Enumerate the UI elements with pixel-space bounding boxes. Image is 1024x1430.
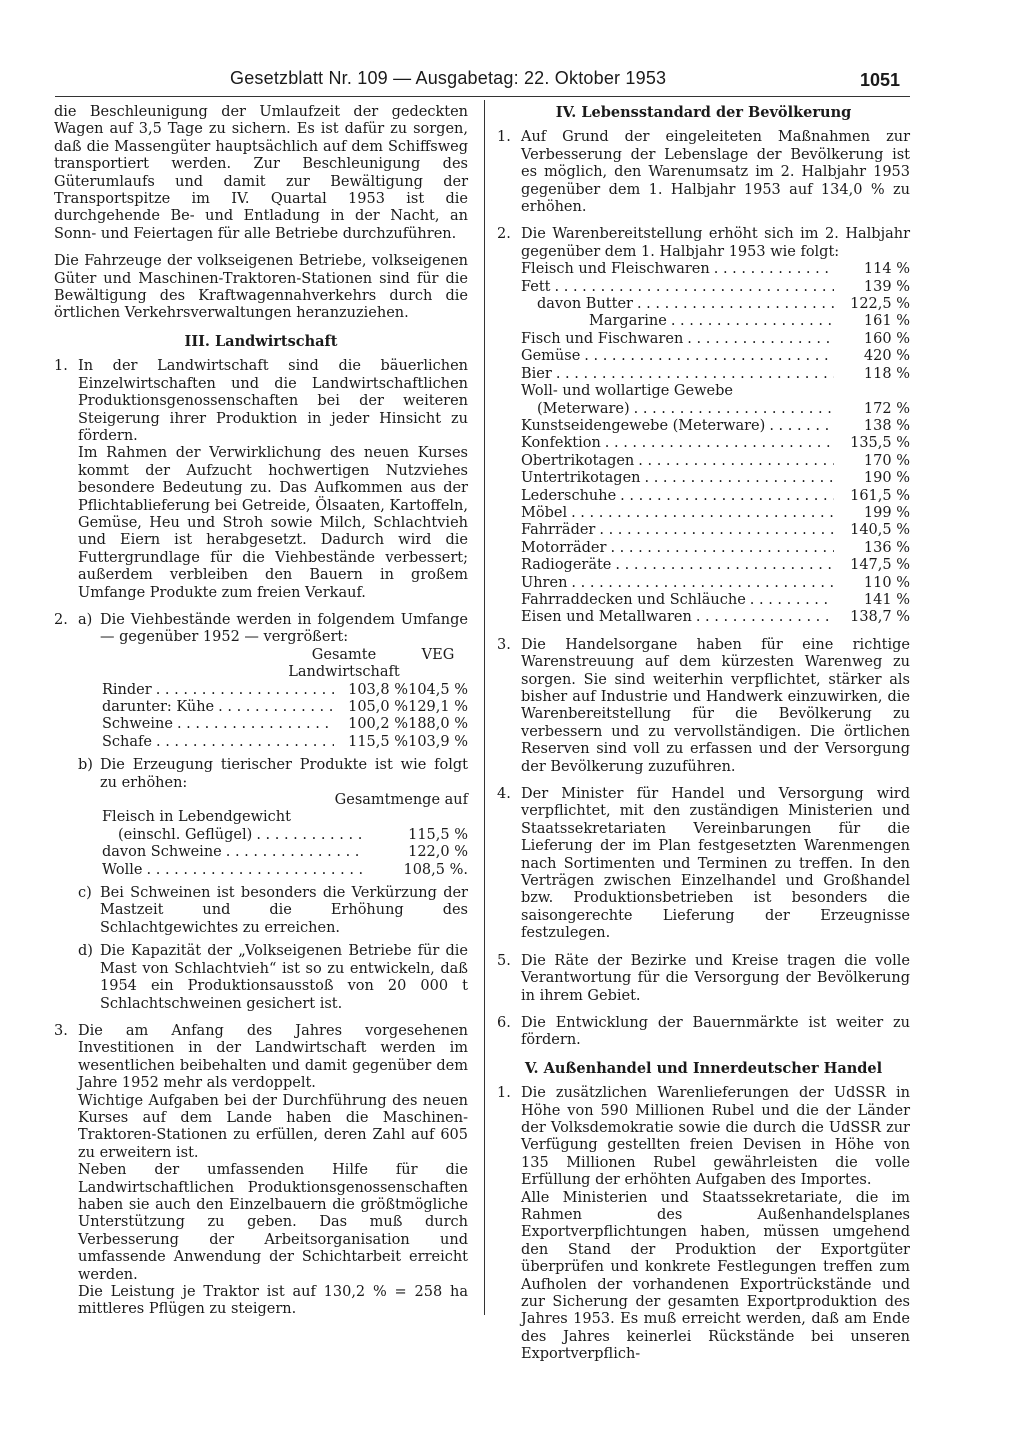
paragraph: Die am Anfang des Jahres vorgesehenen Investitionen in der Landwirtschaft werden im wesentlichen beibehalten und damit gegenüber dem Jahre 1952 mehr als verdoppelt. (78, 1022, 468, 1092)
table-cell-value: 190 % (863, 470, 910, 487)
page-number: 1051 (860, 70, 901, 90)
leader-dots (671, 313, 834, 330)
table-cell-value: 118 % (863, 365, 910, 382)
item-number: 3. (497, 636, 511, 653)
table-row (102, 827, 468, 844)
leader-dots (599, 522, 834, 539)
leader-dots (571, 575, 834, 592)
leader-dots (637, 296, 834, 313)
table-cell-label: Lederschuhe (521, 487, 617, 504)
table-cell-value: 161,5 % (850, 487, 910, 504)
table-cell-label: Rinder (102, 681, 152, 698)
table-cell-label: Fett (521, 278, 551, 295)
list-item (54, 358, 468, 612)
table-cell-value: 199 % (863, 504, 910, 521)
leader-dots (555, 279, 834, 296)
table-cell-value: 172 % (863, 400, 910, 417)
table-row (521, 522, 910, 539)
table-cell-value: 108,5 %. (403, 861, 468, 878)
table-cell-value: 138 % (863, 417, 910, 434)
right-column (497, 104, 910, 1364)
leader-dots (769, 418, 834, 435)
list-item (54, 943, 468, 1023)
table-cell-label: Margarine (589, 313, 667, 330)
table-cell-value: 105,0 % (348, 699, 408, 715)
table-cell-value: 122,5 % (850, 296, 910, 313)
leader-dots (156, 682, 334, 699)
paragraph: Neben der umfassenden Hilfe für die Landwirtschaftlichen Produktionsgenossenschaften haben sie auch den Einzelbauern die größtmögliche Unterstützung zu geben. Das muß durch Verbesserung der Arbeitsorganisation und umfassende Anwendung der Schichtarbeit erreicht werden. (78, 1162, 468, 1283)
livestock-table (54, 647, 468, 751)
table-cell-label: Wolle (102, 861, 143, 878)
sub-label: a) (78, 611, 93, 628)
table-cell-value: 188,0 % (408, 716, 468, 733)
leader-dots (610, 540, 834, 557)
header-rule (55, 96, 910, 97)
table-row (521, 575, 910, 592)
leader-dots (584, 348, 834, 365)
table-cell-value: 141 % (863, 591, 910, 608)
table-row (521, 557, 910, 574)
table-cell-value: 110 % (863, 574, 910, 591)
table-row (521, 453, 910, 470)
table-row (521, 540, 910, 557)
table-cell-value: 135,5 % (850, 435, 910, 452)
table-cell-value: 138,7 % (850, 609, 910, 626)
table-cell-label: Kunstseidengewebe (Meterware) (521, 417, 766, 434)
table-header: VEG (421, 646, 455, 663)
table-row (521, 592, 910, 609)
table-cell-label: Uhren (521, 574, 568, 591)
paragraph: Der Minister für Handel und Versorgung wird verpflichtet, mit den zuständigen Ministerien und Staatssekretariaten Vereinbarungen für die Lieferung der im Plan festgesetzten Warenmengen nach Sortimenten und Terminen zu treffen. In den Verträgen zwischen Einzelhandel und Großhandel bzw. Produktionsbetrieben ist besonders die saisongerechte Lieferung der Erzeugnisse festzulegen. (521, 786, 910, 942)
leader-dots (256, 827, 364, 844)
leader-dots (696, 609, 834, 626)
table-row (102, 699, 468, 716)
list-item (54, 1023, 468, 1319)
section-heading: III. Landwirtschaft (184, 332, 338, 350)
table-cell-label: (Meterware) (537, 400, 630, 417)
table-cell-value: 129,1 % (408, 699, 468, 715)
leader-dots (714, 261, 834, 278)
table-cell-label: (einschl. Geflügel) (118, 826, 253, 843)
section-heading: IV. Lebensstandard der Bevölkerung (555, 104, 852, 121)
left-column (54, 104, 468, 1319)
list-item (497, 637, 910, 776)
table-cell-label: davon Schweine (102, 844, 222, 861)
table-row (521, 261, 910, 278)
table-row (102, 862, 468, 879)
paragraph: Die Warenbereitstellung erhöht sich im 2. Halbjahr gegenüber dem 1. Halbjahr 1953 wie folgt: (521, 226, 910, 260)
list-item (54, 612, 468, 647)
table-cell-value: 115,5 % (348, 733, 408, 750)
table-row (102, 716, 468, 733)
table-cell-value: 140,5 % (850, 522, 910, 539)
sub-label: b) (78, 757, 93, 774)
paragraph: Die Handelsorgane haben für eine richtige Warenstreuung auf dem kürzesten Warenweg zu sorgen. Sie sind weiterhin verpflichtet, stärker als bisher auf Industrie und Handwerk einzuwirken, die Warenbereitstellung für die Bevölkerung zu verbessern und zu vervollständigen. Die örtlichen Reserven sind voll zu erfassen und der Versorgung der Bevölkerung zuzuführen. (521, 636, 910, 775)
table-cell-value: 122,0 % (408, 844, 468, 861)
list-item (54, 757, 468, 792)
leader-dots (226, 844, 364, 861)
table-cell-label: Konfektion (521, 435, 601, 452)
table-cell-label: Fahrraddecken und Schläuche (521, 591, 746, 608)
column-divider (484, 100, 485, 1315)
table-cell-value: 160 % (863, 330, 910, 347)
leader-dots (620, 488, 834, 505)
item-number: 1. (497, 129, 511, 146)
list-item (497, 226, 910, 261)
paragraph: In der Landwirtschaft sind die bäuerlichen Einzelwirtschaften und die Landwirtschaftlichen Produktionsgenossenschaften bei der weiteren Steigerung ihrer Produktion in jeder Hinsicht zu fördern. (78, 358, 468, 444)
leader-dots (615, 557, 834, 574)
table-header: Gesamte Landwirtschaft (288, 646, 400, 681)
table-cell-label: davon Butter (537, 296, 633, 313)
paragraph: Die Kapazität der „Volkseigenen Betriebe für die Mast von Schlachtvieh“ ist so zu entwickeln, daß 1954 ein Produktionsausstoß von 20 000 t Schlachtschweinen gesichert ist. (100, 943, 468, 1012)
table-row (102, 682, 468, 699)
table-row (521, 505, 910, 522)
table-cell-value: 147,5 % (850, 557, 910, 574)
paragraph: Im Rahmen der Verwirklichung des neuen Kurses kommt der Aufzucht hochwertigen Nutzviehes besondere Bedeutung zu. Das Aufkommen aus der Pflichtablieferung bei Getreide, Ölsaaten, Kartoffeln, Gemüse, Heu und Stroh sowie Milch, Schlachtvieh und Eiern ist herabgesetzt. Dadurch wird die Futtergrundlage für die Viehbestände verbessert; außerdem verbleiben den Bauern in großem Umfange Produkte zum freien Verkauf. (78, 445, 468, 601)
table-cell-label: Motorräder (521, 539, 607, 556)
leader-dots (750, 592, 834, 609)
item-number: 1. (497, 1085, 511, 1102)
leader-dots (156, 734, 334, 751)
table-cell-value: 100,2 % (348, 716, 408, 733)
table-row-label: Fleisch in Lebendgewicht (102, 809, 291, 826)
item-number: 5. (497, 952, 511, 969)
list-item (497, 1085, 910, 1364)
table-cell-value: 420 % (863, 348, 910, 365)
table-cell-value: 104,5 % (408, 681, 468, 698)
table-row (521, 348, 910, 365)
table-row (521, 296, 910, 313)
list-item (54, 885, 468, 937)
leader-dots (177, 716, 334, 733)
paragraph: Die Erzeugung tierischer Produkte ist wie folgt zu erhöhen: (100, 757, 468, 791)
leader-dots (634, 401, 834, 418)
table-row (102, 734, 468, 751)
leader-dots (605, 435, 834, 452)
sub-label: c) (78, 885, 92, 902)
section-heading: V. Außenhandel und Innerdeutscher Handel (524, 1059, 883, 1077)
item-number: 2. (54, 611, 68, 628)
item-number: 1. (54, 358, 68, 375)
paragraph: Die zusätzlichen Warenlieferungen der UdSSR in Höhe von 590 Millionen Rubel und die der Länder der Volksdemokratie sowie die durch die UdSSR zur Verfügung gestellten freien Devisen in Höhe von 135 Millionen Rubel gewährleisten die volle Erfüllung der erhöhten Aufgaben des Importes. (521, 1085, 910, 1189)
item-number: 6. (497, 1014, 511, 1031)
paragraph: Wichtige Aufgaben bei der Durchführung des neuen Kurses auf dem Lande haben die Maschinen-Traktoren-Stationen zu erfüllen, deren Zahl auf 605 zu erweitern ist. (78, 1092, 468, 1161)
production-table (54, 792, 468, 879)
table-row (521, 279, 910, 296)
item-number: 2. (497, 226, 511, 243)
table-cell-value: 170 % (863, 452, 910, 469)
table-cell-label: Fleisch und Fleischwaren (521, 261, 710, 278)
table-cell-value: 103,8 % (348, 681, 408, 698)
paragraph: die Beschleunigung der Umlaufzeit der gedeckten Wagen auf 3,5 Tage zu sichern. Es ist dafür zu sorgen, daß die Massengüter hauptsächlich auf dem Schiffsweg transportiert werden. Zur Beschleunigung des Güterumlaufs und damit zur Bewältigung der Transportspitze im IV. Quartal 1953 ist die durchgehende Be- und Entladung in der Nacht, an Sonn- und Feiertagen für alle Betriebe durchzuführen. (54, 104, 468, 242)
header-title: Gesetzblatt Nr. 109 — Ausgabetag: 22. Oktober 1953 (230, 68, 667, 88)
paragraph: Die Leistung je Traktor ist auf 130,2 % = 258 ha mittleres Pflügen zu steigern. (78, 1284, 468, 1318)
list-item (497, 1015, 910, 1050)
paragraph: Die Räte der Bezirke und Kreise tragen die volle Verantwortung für die Versorgung der Bevölkerung in ihrem Gebiet. (521, 952, 910, 1004)
list-item (497, 129, 910, 216)
leader-dots (556, 366, 834, 383)
table-cell-value: 139 % (863, 278, 910, 295)
paragraph: Bei Schweinen ist besonders die Verkürzung der Mastzeit und die Erhöhung des Schlachtgewichtes zu erreichen. (100, 885, 468, 936)
table-row (521, 401, 910, 418)
paragraph: Auf Grund der eingeleiteten Maßnahmen zur Verbesserung der Lebenslage der Bevölkerung ist es möglich, den Warenumsatz im 2. Halbjahr 1953 gegenüber dem 1. Halbjahr 1953 auf 134,0 % zu erhöhen. (521, 129, 910, 216)
paragraph: Die Entwicklung der Bauernmärkte ist weiter zu fördern. (521, 1014, 910, 1049)
leader-dots (147, 862, 364, 879)
table-cell-label: Gemüse (521, 348, 581, 365)
table-cell-value: 114 % (863, 261, 910, 278)
table-row (102, 844, 468, 861)
leader-dots (218, 699, 334, 716)
paragraph: Alle Ministerien und Staatssekretariate, die im Rahmen des Außenhandelsplanes Exportverpflichtungen haben, müssen umgehend den Stand der Produktion der Exportgüter überprüfen und konkrete Festlegungen treffen zum Aufholen der vorhandenen Exportrückstände und zur Sicherung der gesamten Exportproduktion des Jahres 1953. Es muß erreicht werden, daß am Ende des Jahres keinerlei Rückstände bei unseren Exportverpflich- (521, 1189, 910, 1363)
paragraph: Die Viehbestände werden in folgendem Umfange — gegenüber 1952 — vergrößert: (100, 611, 468, 646)
item-number: 3. (54, 1022, 68, 1039)
leader-dots (687, 331, 834, 348)
table-row (521, 366, 910, 383)
table-cell-label: Eisen und Metallwaren (521, 609, 692, 626)
table-row (521, 609, 910, 626)
goods-table (497, 261, 910, 627)
list-item (497, 786, 910, 943)
table-cell-value: 161 % (863, 313, 910, 330)
item-number: 4. (497, 786, 511, 803)
table-row-label: Woll- und wollartige Gewebe (521, 383, 733, 400)
table-row (521, 435, 910, 452)
sub-label: d) (78, 943, 93, 960)
table-cell-label: Fisch und Fischwaren (521, 330, 684, 347)
leader-dots (571, 505, 834, 522)
table-row (521, 313, 910, 330)
table-cell-label: Schafe (102, 733, 152, 750)
paragraph: Die Fahrzeuge der volkseigenen Betriebe, volkseigenen Güter und Maschinen-Traktoren-Stationen sind für die Bewältigung des Kraftwagennahverkehrs durch die örtlichen Verkehrsverwaltungen heranzuziehen. (54, 253, 468, 322)
table-cell-value: 115,5 % (408, 826, 468, 843)
table-cell-value: 136 % (863, 539, 910, 556)
table-cell-label: Radiogeräte (521, 557, 612, 574)
table-row (521, 418, 910, 435)
table-cell-label: darunter: Kühe (102, 699, 215, 715)
table-row (521, 331, 910, 348)
table-row (521, 470, 910, 487)
table-row (521, 488, 910, 505)
leader-dots (638, 453, 834, 470)
table-cell-label: Bier (521, 365, 552, 382)
table-cell-label: Möbel (521, 504, 568, 521)
table-cell-label: Fahrräder (521, 522, 596, 539)
list-item (497, 953, 910, 1005)
table-cell-value: 103,9 % (408, 733, 468, 750)
table-cell-label: Obertrikotagen (521, 452, 635, 469)
table-cell-label: Untertrikotagen (521, 470, 641, 487)
table-cell-label: Schweine (102, 716, 173, 733)
leader-dots (644, 470, 834, 487)
table-header: Gesamtmenge auf (334, 792, 468, 809)
